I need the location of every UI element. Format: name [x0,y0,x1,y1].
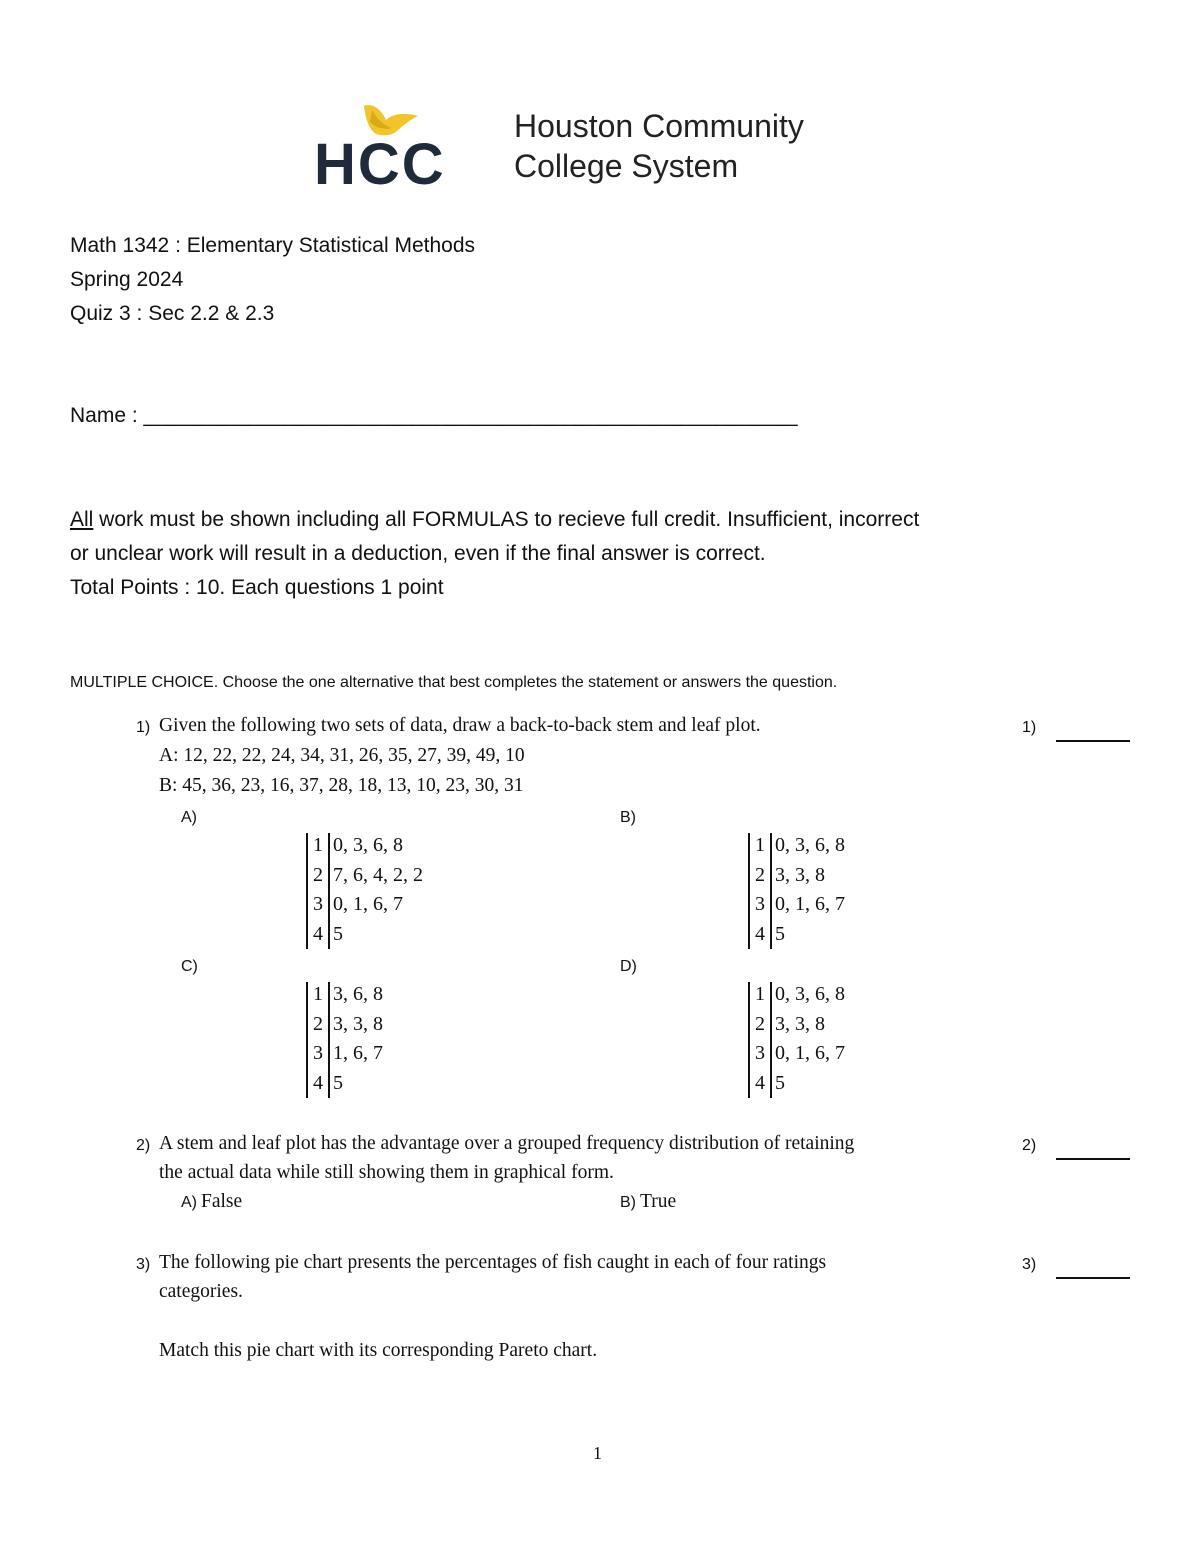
option-text: False [201,1191,243,1212]
question-text-line: categories. [159,1281,243,1302]
leaf-right: 5 [333,922,343,945]
section-text: Choose the one alternative that best completes the statement or answers the question. [218,674,838,691]
leaf-right: 0, 3, 6, 8 [775,834,845,856]
leaf-right: 5 [333,1071,343,1094]
stem: 4 [755,1071,765,1094]
stem: 2 [313,1012,323,1035]
option-true[interactable] [620,1191,676,1213]
question-text-line: A stem and leaf plot has the advantage over a grouped frequency distribution of retaining [159,1133,855,1154]
instructions-line-2: or unclear work will result in a deduction, even if the final answer is correct. [70,542,766,565]
section-label: MULTIPLE CHOICE. [70,674,219,691]
stem-divider-left [748,833,750,949]
question-number: 1) [136,719,151,736]
stem: 1 [755,983,765,1005]
institution-line-2: College System [514,148,739,184]
answer-number: 2) [1022,1137,1037,1154]
option-label: B) [620,1194,636,1211]
stem-divider-right [328,982,330,1098]
stem: 4 [313,922,323,945]
leaf-right: 0, 3, 6, 8 [333,834,403,856]
quiz-title: Quiz 3 : Sec 2.2 & 2.3 [70,302,275,325]
name-field[interactable]: Name : ________________________________________________________ [70,404,798,427]
question-text-line: Given the following two sets of data, draw a back-to-back stem and leaf plot. [159,715,761,736]
stem: 3 [313,893,323,915]
leaf-right: 0, 1, 6, 7 [333,893,403,915]
option-text: True [640,1191,677,1212]
answer-blank[interactable] [1056,1158,1130,1160]
leaf-right: 7, 6, 4, 2, 2 [333,863,423,886]
stem: 3 [755,1042,765,1064]
stem: 4 [313,1071,323,1094]
course-title: Math 1342 : Elementary Statistical Methods [70,234,476,257]
option-false[interactable] [181,1191,242,1213]
question-text-line: B: 45, 36, 23, 16, 37, 28, 18, 13, 10, 23, 30, 31 [159,775,524,796]
option-label: A) [181,1194,197,1211]
question-number: 3) [136,1256,151,1273]
leaf-right: 5 [775,922,785,945]
question-extra-text: Match this pie chart with its corresponding Pareto chart. [159,1340,598,1361]
stem-divider-left [306,982,308,1098]
option-label[interactable]: B) [620,809,636,826]
leaf-right: 0, 1, 6, 7 [775,1042,845,1064]
stem-divider-left [306,833,308,949]
leaf-right: 0, 3, 6, 8 [775,983,845,1005]
leaf-right: 3, 3, 8 [333,1012,383,1035]
leaf-right: 1, 6, 7 [333,1042,383,1064]
leaf-right: 3, 6, 8 [333,983,383,1005]
stem: 1 [755,834,765,856]
question-text-line: the actual data while still showing them in graphical form. [159,1162,614,1183]
section-heading [70,674,837,692]
stem: 1 [313,834,323,856]
hcc-logo-mark [312,100,457,192]
all-word: All [70,508,94,531]
answer-blank[interactable] [1056,740,1130,742]
stem: 3 [755,893,765,915]
answer-blank[interactable] [1056,1277,1130,1279]
stem: 2 [313,863,323,886]
option-label[interactable]: A) [181,809,197,826]
stem-divider-right [770,982,772,1098]
leaf-right: 3, 3, 8 [775,863,825,886]
stem-divider-right [328,833,330,949]
stem: 2 [755,863,765,886]
leaf-right: 5 [775,1071,785,1094]
answer-number: 3) [1022,1256,1037,1273]
instructions-line-3: Total Points : 10. Each questions 1 point [70,576,444,599]
stem-divider-left [748,982,750,1098]
instructions-line-1-rest: work must be shown including all FORMULAS to recieve full credit. Insufficient, incorrect [93,508,920,531]
stem: 2 [755,1012,765,1035]
question-number: 2) [136,1137,151,1154]
stem: 1 [313,983,323,1005]
stem: 4 [755,922,765,945]
option-label[interactable]: D) [620,958,637,975]
stem: 3 [313,1042,323,1064]
leaf-right: 0, 1, 6, 7 [775,893,845,915]
institution-line-1: Houston Community [514,108,804,144]
option-label[interactable]: C) [181,958,198,975]
answer-number: 1) [1022,719,1037,736]
leaf-right: 3, 3, 8 [775,1012,825,1035]
stem-divider-right [770,833,772,949]
term: Spring 2024 [70,268,184,291]
question-text-line: The following pie chart presents the percentages of fish caught in each of four ratings [159,1252,827,1273]
instructions-line-1 [70,508,919,532]
page-number: 1 [593,1443,602,1463]
logo-text: HCC [314,132,446,192]
question-text-line: A: 12, 22, 22, 24, 34, 31, 26, 35, 27, 39, 49, 10 [159,745,525,766]
